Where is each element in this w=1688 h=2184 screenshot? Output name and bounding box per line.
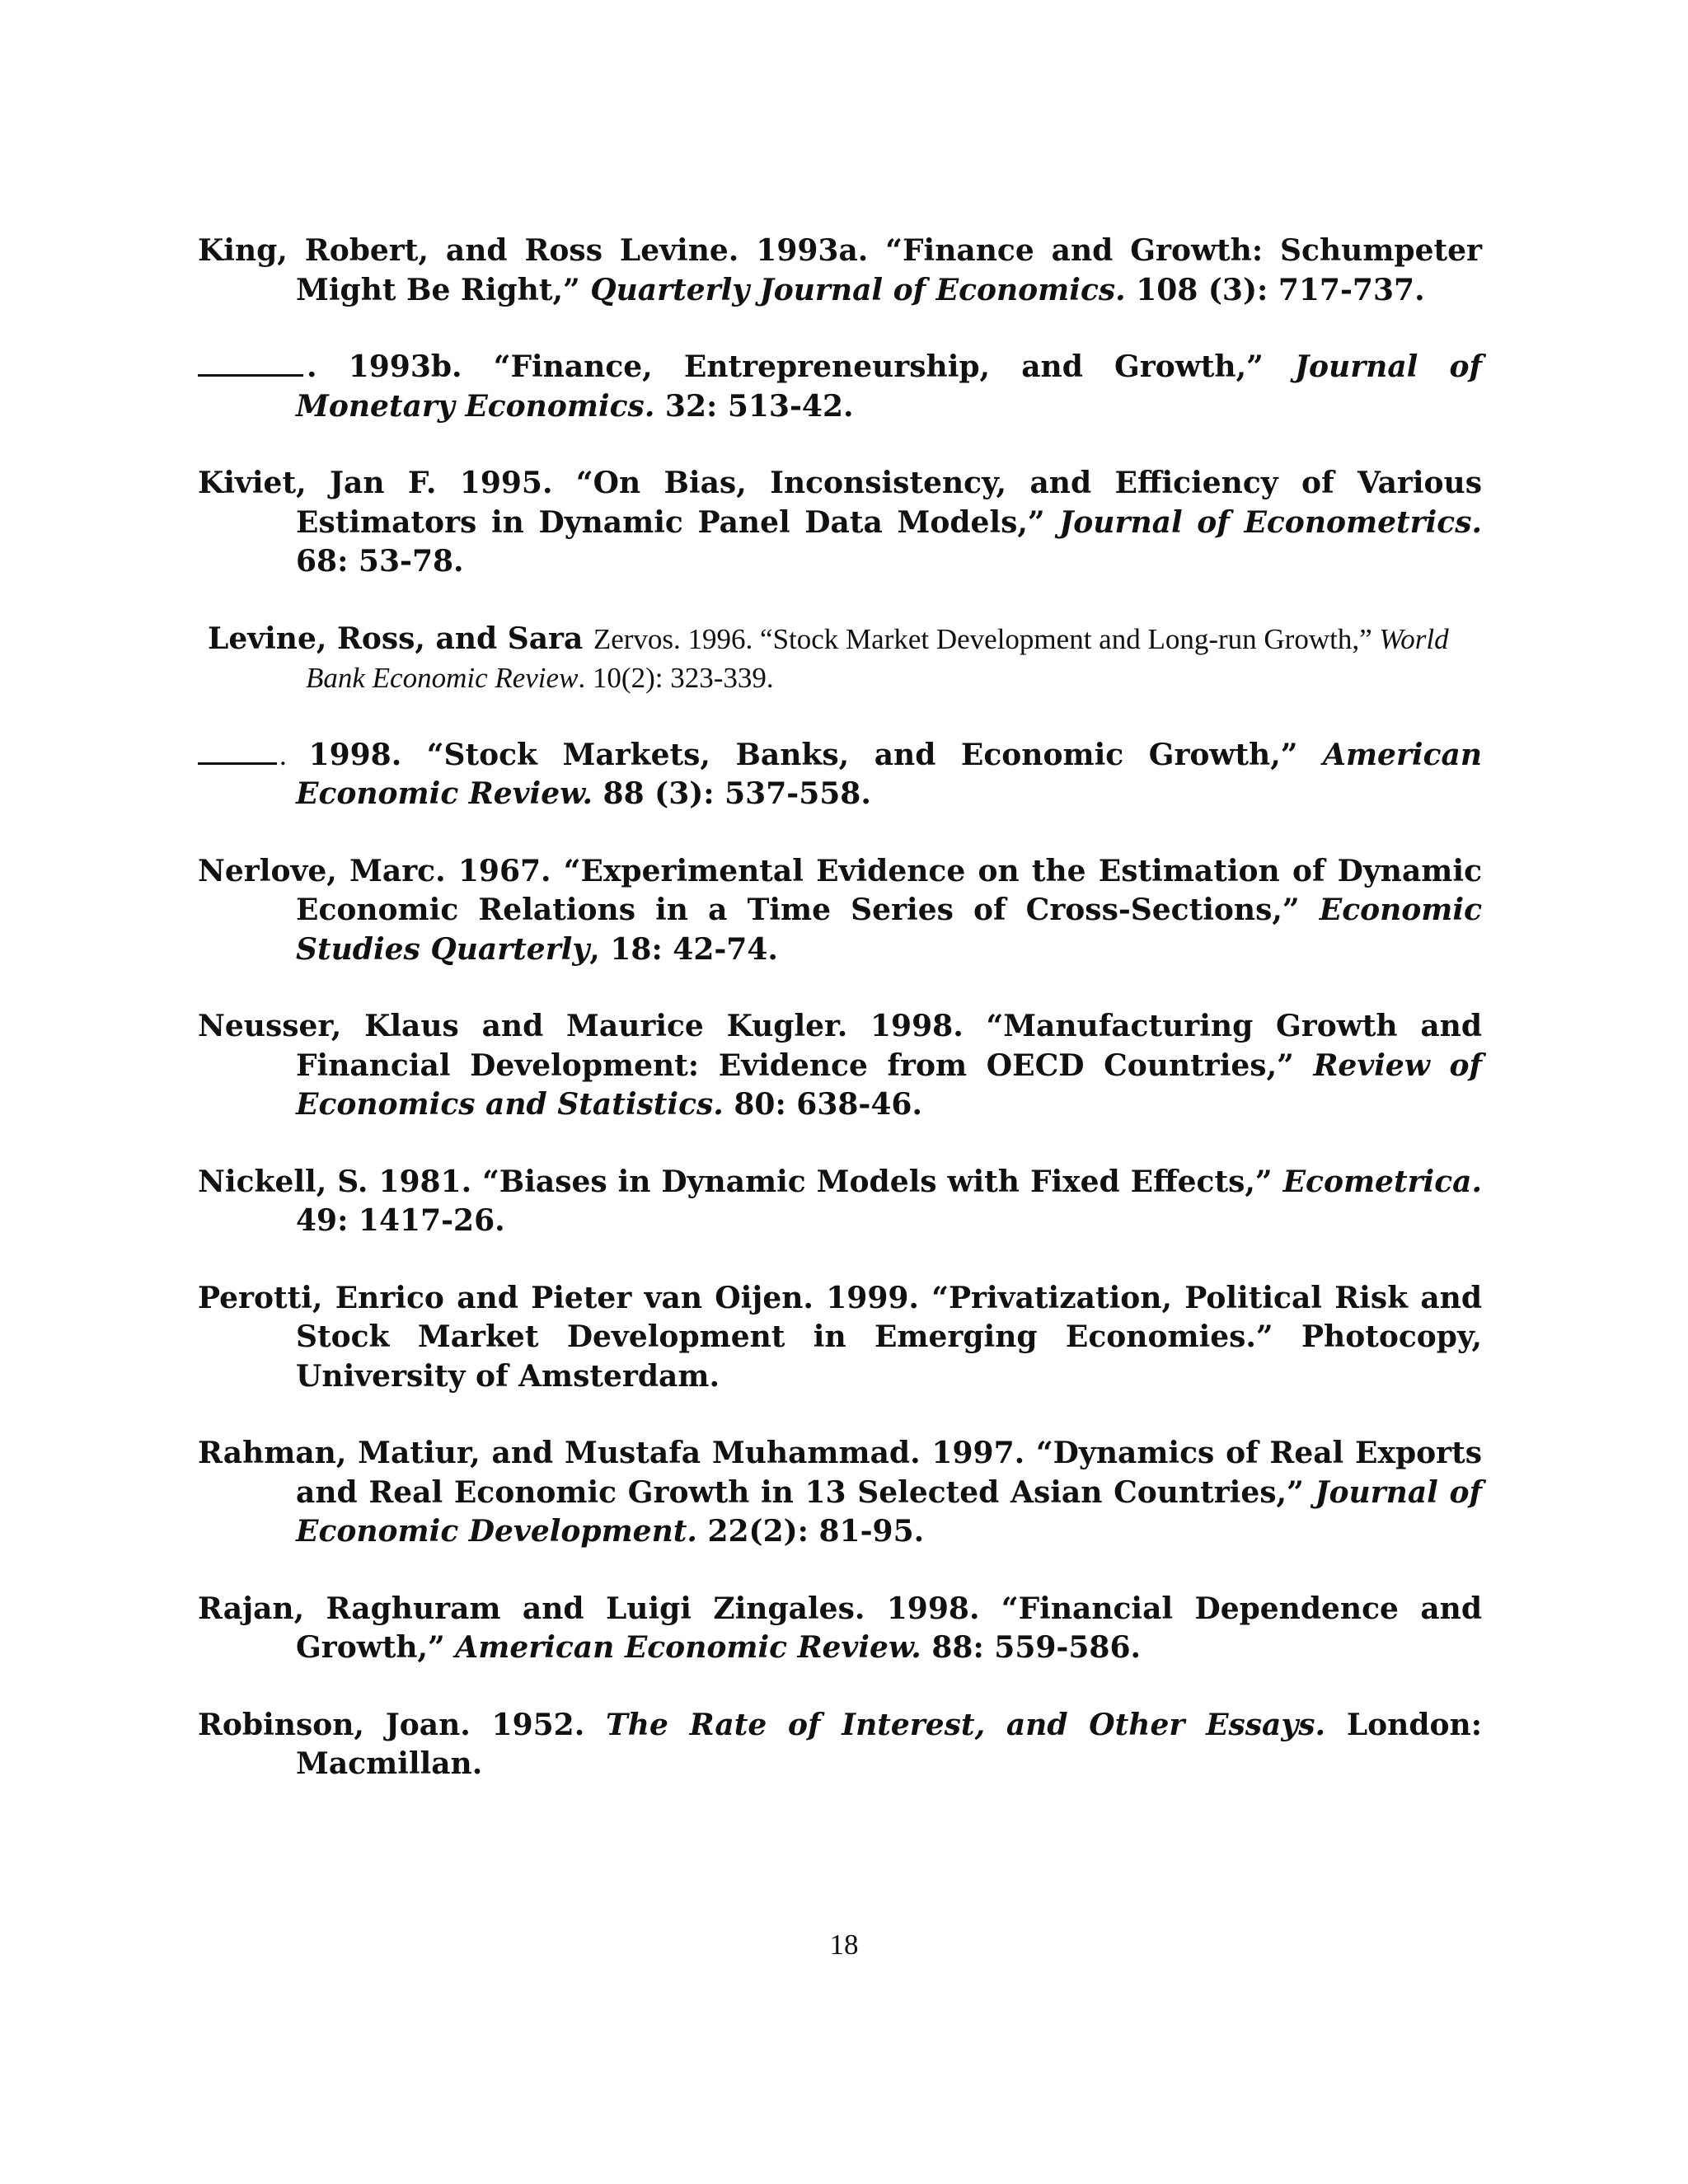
journal-title: American Economic Review. [455, 1630, 921, 1665]
journal-title: World Bank Economic Review [306, 622, 1449, 694]
reference-entry [198, 1007, 1482, 1125]
reference-text: Perotti, Enrico and Pieter van Oijen. 1999. “Privatization, Political Risk and Stock Market Development in Emerging Economies.” Photocopy, University of Amsterdam. [198, 1280, 1482, 1394]
reference-entry [198, 348, 1482, 426]
reference-volume: 88 (3): 537-558. [593, 776, 871, 811]
reference-text: . 1993b. “Finance, Entrepreneurship, and Growth,” [307, 349, 1295, 384]
repeat-author-rule [198, 349, 303, 377]
journal-title: Review of Economics and Statistics. [296, 1047, 1482, 1122]
reference-volume: 80: 638-46. [723, 1087, 922, 1122]
reference-volume: 108 (3): 717-737. [1125, 272, 1425, 307]
reference-entry [198, 1279, 1482, 1397]
reference-text: Rajan, Raghuram and Luigi Zingales. 1998. “Financial Dependence and Growth,” [198, 1591, 1482, 1665]
reference-text: Nickell, S. 1981. “Biases in Dynamic Models with Fixed Effects,” [198, 1164, 1283, 1199]
reference-entry [198, 1163, 1482, 1241]
reference-text: Rahman, Matiur, and Mustafa Muhammad. 1997. “Dynamics of Real Exports and Real Economic Growth in 13 Selected Asian Countries,” [198, 1436, 1482, 1510]
reference-list [198, 232, 1482, 1822]
reference-text: King, Robert, and Ross Levine. 1993a. “Finance and Growth: Schumpeter Might Be Right,” [198, 233, 1482, 307]
journal-title: Quarterly Journal of Economics. [590, 272, 1126, 307]
journal-title: Ecometrica. [1282, 1164, 1482, 1199]
reference-entry [198, 464, 1482, 582]
journal-title: American Economic Review. [296, 737, 1483, 811]
reference-volume: 22(2): 81-95. [696, 1514, 925, 1549]
reference-separator: . [279, 738, 309, 771]
page-number: 18 [829, 1929, 859, 1961]
reference-text: Nerlove, Marc. 1967. “Experimental Evidence on the Estimation of Dynamic Economic Relations in a Time Series of Cross-Sections,” [198, 853, 1482, 927]
reference-entry [198, 1706, 1482, 1784]
journal-title: Journal of Econometrics. [1059, 504, 1482, 540]
reference-entry [208, 620, 1482, 698]
journal-title: Journal of Monetary Economics. [296, 349, 1482, 424]
book-title: The Rate of Interest, and Other Essays. [606, 1707, 1326, 1742]
reference-text: Robinson, Joan. 1952. [198, 1707, 607, 1742]
reference-text: Neusser, Klaus and Maurice Kugler. 1998. “Manufacturing Growth and Financial Development: Evidence from OECD Countries,” [198, 1009, 1482, 1083]
reference-text: Kiviet, Jan F. 1995. “On Bias, Inconsistency, and Efficiency of Various Estimators in Dynamic Panel Data Models,” [198, 466, 1482, 540]
journal-title: Economic Studies Quarterly [296, 893, 1482, 967]
reference-volume: 49: 1417-26. [296, 1203, 505, 1238]
reference-volume: 68: 53-78. [296, 544, 464, 579]
reference-text: Zervos. 1996. “Stock Market Development and Long-run Growth,” [593, 622, 1380, 655]
reference-entry [198, 232, 1482, 310]
reference-text: 1998. “Stock Markets, Banks, and Economic Growth,” [308, 737, 1324, 772]
reference-entry [198, 736, 1482, 814]
reference-publisher: London: Macmillan. [296, 1707, 1482, 1781]
reference-entry [198, 852, 1482, 970]
reference-volume: 88: 559-586. [921, 1630, 1142, 1665]
journal-title: Journal of Economic Development. [296, 1474, 1482, 1549]
reference-author: Levine, Ross, and Sara [208, 621, 593, 656]
reference-volume: . 10(2): 323-339. [578, 662, 774, 694]
repeat-author-rule [198, 738, 277, 765]
reference-entry [198, 1590, 1482, 1668]
reference-entry [198, 1434, 1482, 1552]
reference-volume: 32: 513-42. [654, 388, 854, 424]
reference-volume: , 18: 42-74. [589, 931, 778, 967]
